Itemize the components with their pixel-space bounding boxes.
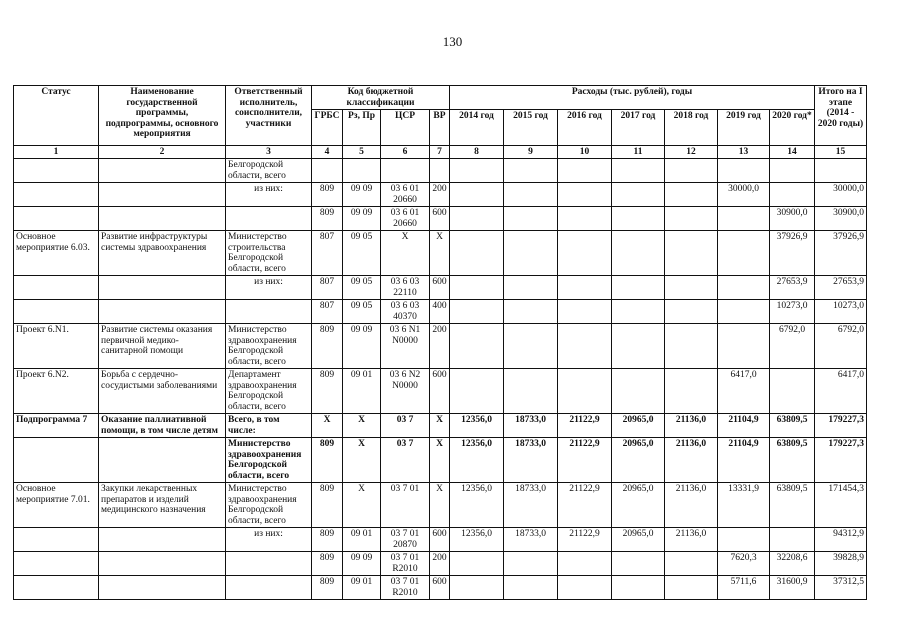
cell-vr: 600 xyxy=(430,207,450,231)
cell-grbs: 809 xyxy=(312,552,343,576)
cell-2019 xyxy=(718,300,770,324)
cell-2020: 6792,0 xyxy=(770,324,815,369)
cell-2020: 30900,0 xyxy=(770,207,815,231)
cell-grbs: 809 xyxy=(312,183,343,207)
table-row xyxy=(14,159,867,183)
cell-vr: 600 xyxy=(430,576,450,600)
row-name xyxy=(99,276,226,300)
cell-2019: 5711,6 xyxy=(718,576,770,600)
cell-2018 xyxy=(665,183,718,207)
cell-total: 27653,9 xyxy=(815,276,867,300)
cell-csr: 03 7 01 xyxy=(381,483,430,528)
cell-2020: 27653,9 xyxy=(770,276,815,300)
cell-2014: 12356,0 xyxy=(450,528,504,552)
budget-table xyxy=(13,85,867,600)
cell-total: 37926,9 xyxy=(815,231,867,276)
cell-total: 94312,9 xyxy=(815,528,867,552)
cell-rzpr: X xyxy=(343,438,381,483)
cell-rzpr: 09 05 xyxy=(343,300,381,324)
page-number: 130 xyxy=(442,34,463,49)
cell-2017 xyxy=(612,231,665,276)
cell-2020: 10273,0 xyxy=(770,300,815,324)
cell-rzpr: 09 01 xyxy=(343,576,381,600)
table-row xyxy=(14,483,867,528)
cell-2014 xyxy=(450,300,504,324)
cell-vr: X xyxy=(430,438,450,483)
cell-2018 xyxy=(665,552,718,576)
cell-2016 xyxy=(558,159,612,183)
column-index: 15 xyxy=(815,146,867,159)
cell-vr: 200 xyxy=(430,183,450,207)
cell-csr: 03 7 01 R2010 xyxy=(381,576,430,600)
cell-2018: 21136,0 xyxy=(665,438,718,483)
row-responsible: Всего, в том числе: xyxy=(226,414,312,438)
cell-rzpr: X xyxy=(343,483,381,528)
cell-total: 37312,5 xyxy=(815,576,867,600)
row-name xyxy=(99,207,226,231)
cell-grbs: 809 xyxy=(312,576,343,600)
cell-csr: 03 7 01 20870 xyxy=(381,528,430,552)
cell-vr: X xyxy=(430,414,450,438)
cell-grbs: 809 xyxy=(312,528,343,552)
header-responsible: Ответственный исполнитель, соисполнители, участники xyxy=(226,86,312,146)
cell-total: 30900,0 xyxy=(815,207,867,231)
row-status xyxy=(14,300,99,324)
cell-2016: 21122,9 xyxy=(558,528,612,552)
cell-total: 39828,9 xyxy=(815,552,867,576)
cell-2015 xyxy=(504,207,558,231)
cell-total: 179227,3 xyxy=(815,414,867,438)
cell-2020: 63809,5 xyxy=(770,414,815,438)
row-responsible xyxy=(226,576,312,600)
cell-2015: 18733,0 xyxy=(504,483,558,528)
cell-2020: 31600,9 xyxy=(770,576,815,600)
cell-2020 xyxy=(770,183,815,207)
cell-2014 xyxy=(450,276,504,300)
cell-2016 xyxy=(558,276,612,300)
cell-2018 xyxy=(665,300,718,324)
cell-2017 xyxy=(612,183,665,207)
table-row xyxy=(14,576,867,600)
header-expenses: Расходы (тыс. рублей), годы xyxy=(450,86,815,110)
cell-total: 6417,0 xyxy=(815,369,867,414)
cell-2014 xyxy=(450,159,504,183)
cell-2015 xyxy=(504,183,558,207)
row-name xyxy=(99,576,226,600)
row-responsible xyxy=(226,207,312,231)
cell-csr: 03 7 xyxy=(381,414,430,438)
cell-rzpr: 09 01 xyxy=(343,528,381,552)
table-row xyxy=(14,438,867,483)
row-responsible: Министерство здравоохранения Белгородской области, всего xyxy=(226,324,312,369)
cell-2014 xyxy=(450,231,504,276)
cell-vr: 200 xyxy=(430,552,450,576)
cell-2019: 21104,9 xyxy=(718,414,770,438)
cell-csr xyxy=(381,159,430,183)
column-index: 14 xyxy=(770,146,815,159)
cell-2015 xyxy=(504,369,558,414)
column-index: 11 xyxy=(612,146,665,159)
table-row xyxy=(14,414,867,438)
cell-grbs: 809 xyxy=(312,324,343,369)
cell-grbs: 809 xyxy=(312,483,343,528)
table-row xyxy=(14,324,867,369)
cell-vr: 600 xyxy=(430,276,450,300)
cell-csr: 03 6 N2 N0000 xyxy=(381,369,430,414)
header-csr: ЦСР xyxy=(381,110,430,146)
table-row xyxy=(14,276,867,300)
cell-2016 xyxy=(558,552,612,576)
cell-vr: X xyxy=(430,483,450,528)
column-index: 12 xyxy=(665,146,718,159)
row-responsible: Белгородской области, всего xyxy=(226,159,312,183)
cell-csr: 03 7 xyxy=(381,438,430,483)
header-vr: ВР xyxy=(430,110,450,146)
header-grbs: ГРБС xyxy=(312,110,343,146)
cell-2016: 21122,9 xyxy=(558,438,612,483)
cell-2020 xyxy=(770,369,815,414)
cell-rzpr: 09 09 xyxy=(343,183,381,207)
cell-2016: 21122,9 xyxy=(558,414,612,438)
row-responsible: из них: xyxy=(226,276,312,300)
table-row xyxy=(14,552,867,576)
cell-rzpr xyxy=(343,159,381,183)
cell-total: 30000,0 xyxy=(815,183,867,207)
row-responsible: Министерство строительства Белгородской области, всего xyxy=(226,231,312,276)
column-index: 9 xyxy=(504,146,558,159)
cell-2015 xyxy=(504,276,558,300)
cell-2014 xyxy=(450,207,504,231)
cell-2017 xyxy=(612,369,665,414)
cell-2019 xyxy=(718,231,770,276)
header-2015: 2015 год xyxy=(504,110,558,146)
row-responsible: из них: xyxy=(226,183,312,207)
cell-2015: 18733,0 xyxy=(504,528,558,552)
cell-vr: 600 xyxy=(430,528,450,552)
cell-grbs: X xyxy=(312,414,343,438)
cell-2017 xyxy=(612,576,665,600)
row-name: Развитие инфраструктуры системы здравоохранения xyxy=(99,231,226,276)
header-2017: 2017 год xyxy=(612,110,665,146)
cell-2017 xyxy=(612,552,665,576)
cell-2014: 12356,0 xyxy=(450,483,504,528)
row-name: Закупки лекарственных препаратов и изделий медицинского назначения xyxy=(99,483,226,528)
row-status: Основное мероприятие 6.03. xyxy=(14,231,99,276)
cell-2016: 21122,9 xyxy=(558,483,612,528)
table-body xyxy=(14,159,867,600)
header-total: Итого на I этапе (2014 - 2020 годы) xyxy=(815,86,867,146)
cell-vr: 600 xyxy=(430,369,450,414)
row-name: Развитие системы оказания первичной медико-санитарной помощи xyxy=(99,324,226,369)
cell-rzpr: 09 01 xyxy=(343,369,381,414)
row-responsible: Департамент здравоохранения Белгородской области, всего xyxy=(226,369,312,414)
cell-2019 xyxy=(718,324,770,369)
row-responsible: Министерство здравоохранения Белгородской области, всего xyxy=(226,438,312,483)
cell-2017: 20965,0 xyxy=(612,414,665,438)
table-row xyxy=(14,183,867,207)
cell-grbs: 809 xyxy=(312,438,343,483)
row-status xyxy=(14,528,99,552)
table-row xyxy=(14,528,867,552)
cell-csr: X xyxy=(381,231,430,276)
cell-grbs: 809 xyxy=(312,207,343,231)
cell-2019 xyxy=(718,207,770,231)
cell-2019: 6417,0 xyxy=(718,369,770,414)
row-name xyxy=(99,183,226,207)
cell-2018 xyxy=(665,324,718,369)
cell-total: 171454,3 xyxy=(815,483,867,528)
cell-total: 6792,0 xyxy=(815,324,867,369)
cell-2016 xyxy=(558,300,612,324)
row-name xyxy=(99,438,226,483)
cell-2019 xyxy=(718,276,770,300)
cell-total: 179227,3 xyxy=(815,438,867,483)
cell-vr: 200 xyxy=(430,324,450,369)
cell-rzpr: 09 09 xyxy=(343,324,381,369)
cell-grbs xyxy=(312,159,343,183)
column-index: 10 xyxy=(558,146,612,159)
header-2016: 2016 год xyxy=(558,110,612,146)
row-name xyxy=(99,300,226,324)
cell-2014 xyxy=(450,324,504,369)
cell-2015 xyxy=(504,300,558,324)
column-index: 13 xyxy=(718,146,770,159)
cell-csr: 03 6 03 22110 xyxy=(381,276,430,300)
cell-total: 10273,0 xyxy=(815,300,867,324)
cell-2016 xyxy=(558,324,612,369)
cell-2017: 20965,0 xyxy=(612,438,665,483)
cell-2019 xyxy=(718,159,770,183)
cell-2019: 30000,0 xyxy=(718,183,770,207)
cell-rzpr: X xyxy=(343,414,381,438)
table-row xyxy=(14,369,867,414)
cell-2018 xyxy=(665,231,718,276)
cell-vr: X xyxy=(430,231,450,276)
column-index: 2 xyxy=(99,146,226,159)
cell-2014: 12356,0 xyxy=(450,438,504,483)
table-row xyxy=(14,231,867,276)
cell-rzpr: 09 09 xyxy=(343,207,381,231)
cell-2015 xyxy=(504,231,558,276)
cell-2018 xyxy=(665,159,718,183)
cell-2014: 12356,0 xyxy=(450,414,504,438)
row-name: Борьба с сердечно-сосудистыми заболеваниями xyxy=(99,369,226,414)
row-status: Подпрограмма 7 xyxy=(14,414,99,438)
row-status: Проект 6.N2. xyxy=(14,369,99,414)
cell-csr: 03 6 03 40370 xyxy=(381,300,430,324)
cell-grbs: 807 xyxy=(312,276,343,300)
cell-total xyxy=(815,159,867,183)
cell-2016 xyxy=(558,369,612,414)
cell-2020: 32208,6 xyxy=(770,552,815,576)
cell-2020 xyxy=(770,528,815,552)
cell-2018: 21136,0 xyxy=(665,483,718,528)
cell-2018 xyxy=(665,369,718,414)
cell-2016 xyxy=(558,183,612,207)
cell-rzpr: 09 09 xyxy=(343,552,381,576)
cell-2014 xyxy=(450,369,504,414)
table-row xyxy=(14,207,867,231)
column-index-row xyxy=(14,146,867,159)
row-status xyxy=(14,276,99,300)
table-row xyxy=(14,300,867,324)
cell-2018 xyxy=(665,576,718,600)
column-index: 6 xyxy=(381,146,430,159)
cell-2017: 20965,0 xyxy=(612,528,665,552)
cell-2016 xyxy=(558,576,612,600)
row-responsible: Министерство здравоохранения Белгородской области, всего xyxy=(226,483,312,528)
cell-2017 xyxy=(612,300,665,324)
cell-csr: 03 6 01 20660 xyxy=(381,207,430,231)
column-index: 8 xyxy=(450,146,504,159)
cell-rzpr: 09 05 xyxy=(343,231,381,276)
header-status: Статус xyxy=(14,86,99,146)
cell-2015: 18733,0 xyxy=(504,438,558,483)
cell-2017 xyxy=(612,324,665,369)
row-status xyxy=(14,207,99,231)
row-responsible: из них: xyxy=(226,528,312,552)
cell-2018 xyxy=(665,276,718,300)
cell-2020: 37926,9 xyxy=(770,231,815,276)
column-index: 3 xyxy=(226,146,312,159)
header-2019: 2019 год xyxy=(718,110,770,146)
column-index: 5 xyxy=(343,146,381,159)
cell-2014 xyxy=(450,576,504,600)
row-name xyxy=(99,528,226,552)
cell-2016 xyxy=(558,207,612,231)
row-status xyxy=(14,183,99,207)
cell-2015 xyxy=(504,576,558,600)
cell-2016 xyxy=(558,231,612,276)
row-name xyxy=(99,159,226,183)
row-status xyxy=(14,552,99,576)
cell-2019: 13331,9 xyxy=(718,483,770,528)
cell-vr xyxy=(430,159,450,183)
cell-2020 xyxy=(770,159,815,183)
header-name: Наименование государственной программы, подпрограммы, основного мероприятия xyxy=(99,86,226,146)
header-2014: 2014 год xyxy=(450,110,504,146)
cell-2015 xyxy=(504,324,558,369)
cell-2018 xyxy=(665,207,718,231)
row-status xyxy=(14,576,99,600)
header-budget-code: Код бюджетной классификации xyxy=(312,86,450,110)
row-status xyxy=(14,438,99,483)
cell-2020: 63809,5 xyxy=(770,483,815,528)
cell-2019 xyxy=(718,528,770,552)
cell-grbs: 807 xyxy=(312,231,343,276)
cell-2018: 21136,0 xyxy=(665,414,718,438)
cell-2015: 18733,0 xyxy=(504,414,558,438)
cell-vr: 400 xyxy=(430,300,450,324)
cell-2019: 7620,3 xyxy=(718,552,770,576)
header-2020: 2020 год* xyxy=(770,110,815,146)
cell-2015 xyxy=(504,552,558,576)
cell-2014 xyxy=(450,552,504,576)
header-2018: 2018 год xyxy=(665,110,718,146)
cell-rzpr: 09 05 xyxy=(343,276,381,300)
column-index: 4 xyxy=(312,146,343,159)
cell-csr: 03 6 N1 N0000 xyxy=(381,324,430,369)
cell-2020: 63809,5 xyxy=(770,438,815,483)
row-status: Основное мероприятие 7.01. xyxy=(14,483,99,528)
cell-2017: 20965,0 xyxy=(612,483,665,528)
cell-2017 xyxy=(612,207,665,231)
column-index: 1 xyxy=(14,146,99,159)
row-responsible xyxy=(226,300,312,324)
row-name xyxy=(99,552,226,576)
cell-grbs: 807 xyxy=(312,300,343,324)
cell-csr: 03 6 01 20660 xyxy=(381,183,430,207)
cell-2017 xyxy=(612,159,665,183)
cell-2018: 21136,0 xyxy=(665,528,718,552)
cell-2017 xyxy=(612,276,665,300)
row-status xyxy=(14,159,99,183)
cell-2019: 21104,9 xyxy=(718,438,770,483)
header-rzpr: Рз, Пр xyxy=(343,110,381,146)
cell-csr: 03 7 01 R2010 xyxy=(381,552,430,576)
column-index: 7 xyxy=(430,146,450,159)
cell-2015 xyxy=(504,159,558,183)
cell-2014 xyxy=(450,183,504,207)
cell-grbs: 809 xyxy=(312,369,343,414)
row-responsible xyxy=(226,552,312,576)
row-name: Оказание паллиативной помощи, в том числе детям xyxy=(99,414,226,438)
row-status: Проект 6.N1. xyxy=(14,324,99,369)
